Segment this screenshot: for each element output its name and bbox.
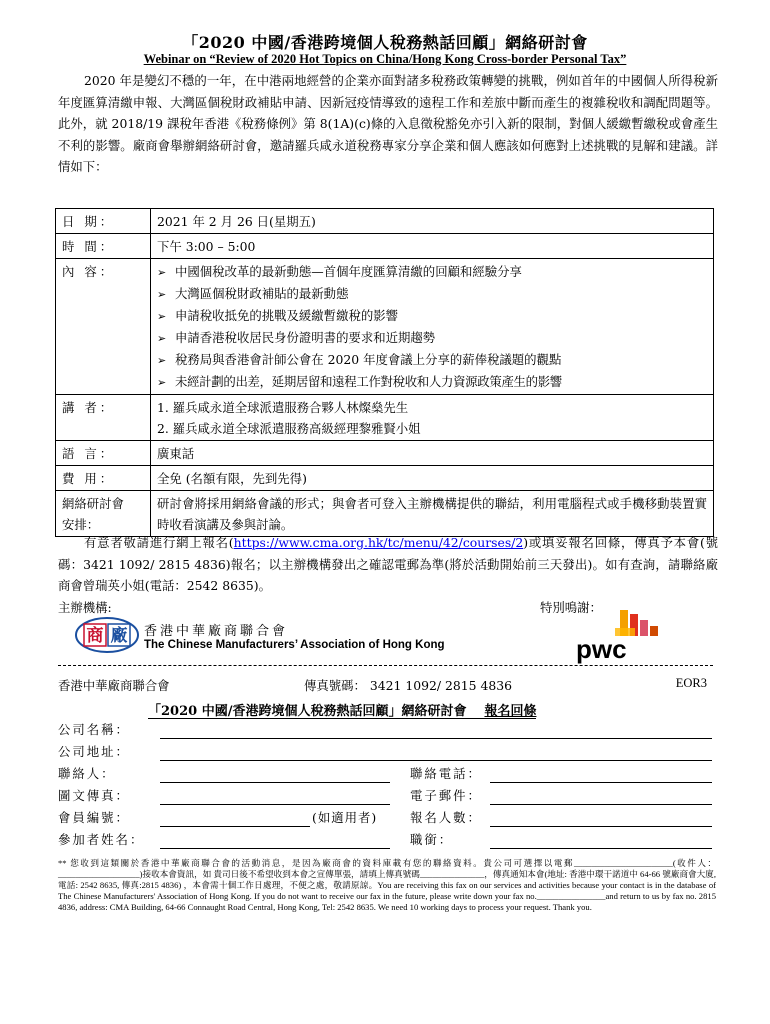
company-name-field[interactable]: [160, 738, 712, 739]
time-label: 時 間：: [56, 234, 151, 259]
form-title-underline: [148, 718, 536, 719]
participant-names-label: 參加者姓名：: [58, 832, 145, 847]
signup-paragraph: 有意者敬請進行網上報名(https://www.cma.org.hk/tc/menu/42/courses/2)或填妥報名回條，傳真予本會(號碼：3421 1092/ 2815 4836)報名；以主辦機構發出之確認電郵為準(將於活動開始前三天發出)。如有查詢，請聯絡廠商會曾瑞英小姐(電話：2542 8635)。: [58, 535, 719, 594]
arrangement-label: 網絡研討會 安排：: [56, 491, 151, 537]
language-label: 語 言：: [56, 441, 151, 466]
language-row: [56, 441, 714, 466]
content-item: ➢ 申請香港稅收居民身份證明書的要求和近期趨勢: [157, 327, 707, 349]
company-address-label: 公司地址：: [58, 744, 130, 759]
arrow-bullet-icon: ➢: [157, 310, 167, 323]
speaker-row: [56, 395, 714, 441]
form-org-name: 香港中華廠商聯合會: [58, 678, 170, 693]
content-item: ➢ 中國個稅改革的最新動態—首個年度匯算清繳的回顧和經驗分享: [157, 261, 707, 283]
phone-label: 聯絡電話：: [410, 766, 482, 781]
content-label: 內 容：: [56, 259, 151, 395]
date-label: 日 期：: [56, 209, 151, 234]
speaker-item: 2. 羅兵咸永道全球派遣服務高級經理黎雅賢小姐: [157, 421, 421, 436]
cma-name-chinese: 香港中華廠商聯合會: [144, 624, 289, 639]
contact-person-label: 聯絡人：: [58, 766, 116, 781]
member-no-label: 會員編號：: [58, 810, 130, 825]
content-item: ➢ 大灣區個稅財政補貼的最新動態: [157, 283, 707, 305]
reply-slip-label: 報名回條: [484, 704, 537, 719]
intro-text: 2020 年是變幻不穩的一年，在中港兩地經營的企業亦面對諸多稅務政策轉變的挑戰，例如首年的中國個人所得稅新年度匯算清繳申報、大灣區個稅財政補貼申請、因新冠疫情導致的遠程工作和差旅中斷而產生的複雜稅收和調配問題等。此外，就 2018/19 課稅年香港《稅務條例》第 8(1A)(c)條的入息徵稅豁免亦引入新的限制，對個人緩繳暫繳稅或會產生不利的影響。廠商會舉辦網絡研討會，邀請羅兵咸永道稅務專家分享企業和個人應該如何應對上述挑戰的見解和建議。詳情如下：: [58, 73, 718, 175]
arrow-bullet-icon: ➢: [157, 288, 167, 301]
special-thanks-label: 特別鳴謝：: [540, 600, 602, 615]
content-value: [151, 259, 714, 395]
arrow-bullet-icon: ➢: [157, 354, 167, 367]
pwc-logo: [570, 608, 670, 664]
if-applicable-note: (如適用者): [312, 810, 378, 825]
intro-paragraph: [58, 70, 718, 178]
arrangement-row: [56, 491, 714, 537]
cma-name-english: The Chinese Manufacturers’ Association of Hong Kong: [144, 639, 445, 651]
form-fax-number: 傳真號碼： 3421 1092/ 2815 4836: [304, 678, 513, 693]
arrow-bullet-icon: ➢: [157, 332, 167, 345]
speaker-label: 講 者：: [56, 395, 151, 441]
privacy-note: ** 您收到這類關於香港中華廠商聯合會的活動消息，是因為廠商會的資料庫載有您的聯絡資料。貴公司可選擇以電郵_______________________(收件人：___________________)接收本會資訊，如 貴司日後不希望收到本會之宣傳單張，請填上傳真號碼_______________，傳真通知本會(地址: 香港中環干諾道中 64-66 號廠商會大廈, 電話: 2542 8635, 傳真:2815 4836) ，本會需十個工作日處理，不便之處，敬請原諒。You are receiving this fax on our services and activities because your contact is in the database of The Chinese Manufacturers' Association of Hong Kong. If you do not want to receive our fax in the future, please write down your fax no.________________and return to us by fax no. 2815 4836, address: CMA Building, 64-66 Connaught Road Central, Hong Kong, Tel: 2542 8635. We need 10 working days to process your request. Thank you.: [58, 858, 716, 912]
company-address-field[interactable]: [160, 760, 712, 761]
speaker-item: 1. 羅兵咸永道全球派遣服務合夥人林燦燊先生: [157, 400, 409, 415]
cut-line: [58, 665, 713, 666]
content-list: [157, 261, 707, 393]
cma-logo: [75, 616, 139, 654]
page-subtitle: Webinar on “Review of 2020 Hot Topics on China/Hong Kong Cross-border Personal Tax”: [143, 52, 627, 66]
content-row: [56, 259, 714, 395]
language-value: 廣東話: [151, 441, 714, 466]
num-participants-field[interactable]: [490, 826, 712, 827]
fee-label: 費 用：: [56, 466, 151, 491]
cma-logo-char-2: 廠: [110, 626, 128, 646]
position-label: 職銜：: [410, 832, 454, 847]
num-participants-label: 報名人數：: [410, 810, 482, 825]
arrangement-value: 研討會將採用網絡會議的形式；與會者可登入主辦機構提供的聯結，利用電腦程式或手機移動裝置實時收看演講及參與討論。: [151, 491, 714, 537]
fax-label: 圖文傳真：: [58, 788, 130, 803]
content-item: ➢ 稅務局與香港會計師公會在 2020 年度會議上分享的薪俸稅議題的觀點: [157, 349, 707, 371]
time-row: [56, 234, 714, 259]
contact-person-field[interactable]: [160, 782, 390, 783]
time-value: 下午 3:00 – 5:00: [151, 234, 714, 259]
arrow-bullet-icon: ➢: [157, 266, 167, 279]
organizer-label: 主辦機構:: [58, 600, 112, 615]
speaker-value: [151, 395, 714, 441]
cma-logo-char-1: 商: [86, 626, 104, 646]
date-row: [56, 209, 714, 234]
fee-value: 全免 (名額有限，先到先得): [151, 466, 714, 491]
content-item: ➢ 申請稅收抵免的挑戰及緩繳暫繳稅的影響: [157, 305, 707, 327]
email-label: 電子郵件：: [410, 788, 482, 803]
content-item: ➢ 未經計劃的出差，延期居留和遠程工作對稅收和人力資源政策產生的影響: [157, 371, 707, 393]
event-details-table: [55, 208, 714, 537]
email-field[interactable]: [490, 804, 712, 805]
form-code: EOR3: [675, 676, 707, 690]
page-title: 「2020 中國/香港跨境個人稅務熱話回顧」網絡研討會: [182, 33, 588, 52]
arrow-bullet-icon: ➢: [157, 376, 167, 389]
fax-field[interactable]: [160, 804, 390, 805]
phone-field[interactable]: [490, 782, 712, 783]
participant-names-field[interactable]: [160, 848, 390, 849]
company-name-label: 公司名稱：: [58, 722, 130, 737]
member-no-field[interactable]: [160, 826, 310, 827]
form-title: 「2020 中國/香港跨境個人稅務熱話回顧」網絡研討會 報名回條: [148, 704, 537, 719]
date-value: 2021 年 2 月 26 日(星期五): [151, 209, 714, 234]
registration-link[interactable]: https://www.cma.org.hk/tc/menu/42/courses/2: [233, 535, 524, 550]
position-field[interactable]: [490, 848, 712, 849]
fee-row: [56, 466, 714, 491]
pwc-logo-text: pwc: [576, 634, 627, 664]
